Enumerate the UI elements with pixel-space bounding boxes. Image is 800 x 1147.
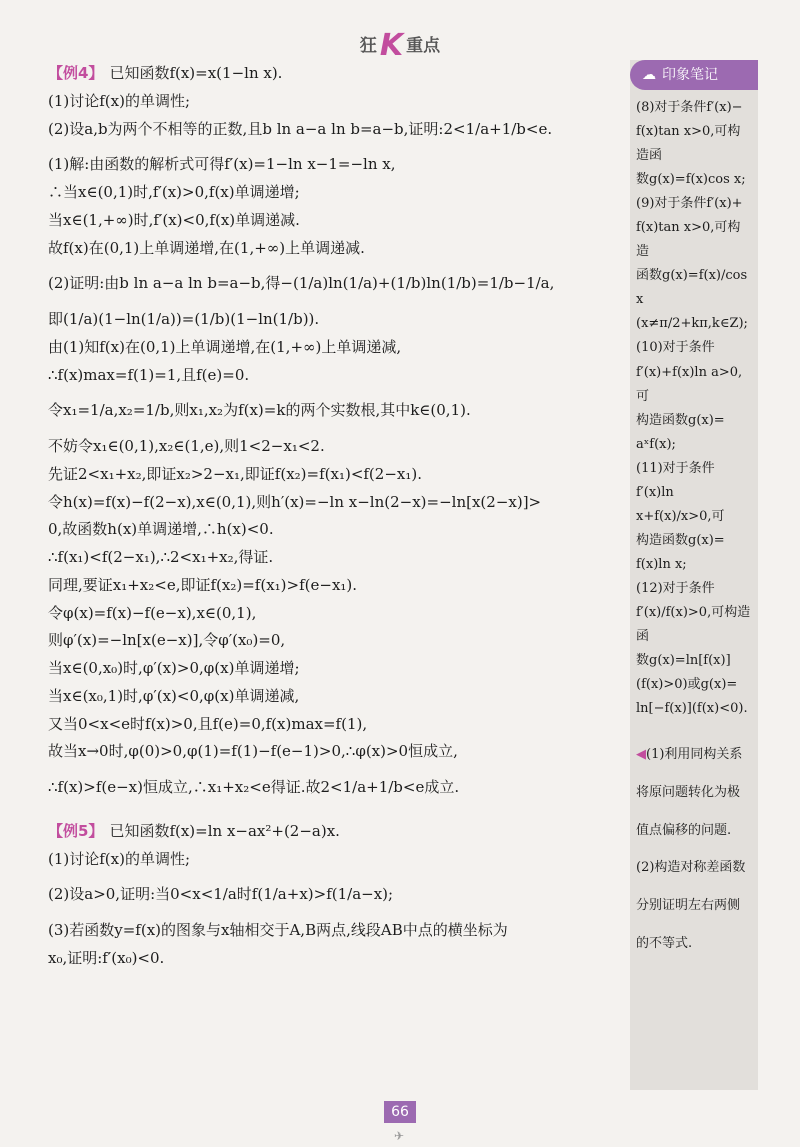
note-line: ln[−f(x)](f(x)<0). [636,701,748,717]
header-right: 重点 [406,36,441,56]
ex5-question-2: (2)设a>0,证明:当0<x<1/a时f(1/a+x)>f(1/a−x); [48,885,394,904]
page-number: 66 [384,1101,416,1123]
sidebar-tips [630,743,758,956]
ex4-solution-line: 故f(x)在(0,1)上单调递增,在(1,+∞)上单调递减. [48,238,365,257]
ex4-proof-line: 故当x→0时,φ(0)>0,φ(1)=f(1)−f(e−1)>0,∴φ(x)>0恒成立, [48,742,458,761]
note-line: 构造函数g(x)= [636,412,725,428]
page-header [0,28,800,63]
triangle-marker-icon: ◀ [636,747,646,763]
ex4-proof-line: 不妨令x₁∈(0,1),x₂∈(1,e),则1<2−x₁<2. [48,437,325,455]
note-line: (11)对于条件 [636,460,715,476]
ex4-proof-line: ∴f(x₁)<f(2−x₁),∴2<x₁+x₂,得证. [48,548,274,566]
example-4-tag: 【例4】 [48,64,104,82]
note-line: (f(x)>0)或g(x)= [636,677,738,693]
ex4-proof-line: 先证2<x₁+x₂,即证x₂>2−x₁,即证f(x₂)=f(x₁)<f(2−x₁). [48,464,422,483]
elephant-icon: ☁ [642,67,656,83]
note-line: (9)对于条件f′(x)+ [636,196,743,212]
ex4-proof-line: ∴f(x)>f(e−x)恒成立,∴x₁+x₂<e得证.故2<1/a+1/b<e成立. [48,778,460,796]
ex4-proof-line: 同理,要证x₁+x₂<e,即证f(x₂)=f(x₁)>f(e−x₁). [48,575,358,594]
ex4-proof-line: (2)证明:由b ln a−a ln b=a−b,得−(1/a)ln(1/a)+(1/b)ln(1/b)=1/b−1/a, [48,274,555,293]
paper-plane-icon: ✈ [394,1129,405,1143]
ex4-proof-line: 即(1/a)(1−ln(1/a))=(1/b)(1−ln(1/b)). [48,310,320,328]
ex4-solution-line: ∴当x∈(0,1)时,f′(x)>0,f(x)单调递增; [48,183,300,201]
note-line: (x≠π/2+kπ,k∈Z); [636,316,748,332]
sidebar-notes [630,90,758,721]
ex4-proof-line: 0,故函数h(x)单调递增,∴h(x)<0. [48,520,274,539]
note-line: f′(x)+f(x)ln a>0,可 [636,364,743,404]
sidebar-header [630,60,758,90]
note-line: (10)对于条件 [636,340,715,356]
header-left: 狂 [359,36,377,56]
ex4-proof-line: 则φ′(x)=−ln[x(e−x)],令φ′(x₀)=0, [48,631,286,650]
tip-line: 将原问题转化为极 [636,784,741,800]
ex4-question-2: (2)设a,b为两个不相等的正数,且b ln a−a ln b=a−b,证明:2<1/a+1/b<e. [48,119,553,138]
ex4-solution-line: 当x∈(1,+∞)时,f′(x)<0,f(x)单调递减. [48,210,300,229]
ex4-proof-line: ∴f(x)max=f(1)=1,且f(e)=0. [48,365,250,384]
note-line: f(x)tan x>0,可构造函 [636,124,741,164]
tip-line: 分别证明左右两侧 [636,897,741,913]
note-line: f′(x)/f(x)>0,可构造函 [636,604,751,645]
ex4-proof-line: 令φ(x)=f(x)−f(e−x),x∈(0,1), [48,603,257,622]
note-line: aˣf(x); [636,436,676,452]
ex4-solution-line: (1)解:由函数的解析式可得f′(x)=1−ln x−1=−ln x, [48,155,396,174]
example-4-heading [48,60,623,88]
ex4-proof-line: 当x∈(0,x₀)时,φ′(x)>0,φ(x)单调递增; [48,659,300,677]
note-line: 数g(x)=f(x)cos x; [636,172,746,188]
note-line: f′(x)ln x+f(x)/x>0,可 [636,484,725,524]
sidebar-title: 印象笔记 [662,67,718,83]
example-5-tag: 【例5】 [48,821,104,840]
note-line: 数g(x)=ln[f(x)] [636,653,731,669]
ex5-question-1: (1)讨论f(x)的单调性; [48,849,191,868]
note-sidebar [630,60,758,1090]
note-line: (12)对于条件 [636,580,715,596]
ex4-proof-line: 当x∈(x₀,1)时,φ′(x)<0,φ(x)单调递减, [48,686,300,705]
note-line: 构造函数g(x)= [636,532,725,548]
example-4-statement: 已知函数f(x)=x(1−ln x). [109,64,283,82]
ex4-proof-line: 又当0<x<e时f(x)>0,且f(e)=0,f(x)max=f(1), [48,714,368,733]
tip-line: 的不等式. [636,935,693,951]
note-line: f(x)ln x; [636,556,687,572]
ex5-question-3-cont: x₀,证明:f′(x₀)<0. [48,948,165,967]
example-5-heading [48,818,623,846]
ex4-question-1: (1)讨论f(x)的单调性; [48,91,191,110]
note-line: f(x)tan x>0,可构造 [636,220,741,260]
tip-line: (2)构造对称差函数 [636,860,746,876]
tip-line [636,743,752,768]
tip-text: (1)利用同构关系 [646,747,743,763]
main-content [48,60,623,973]
ex5-question-3: (3)若函数y=f(x)的图象与x轴相交于A,B两点,线段AB中点的横坐标为 [48,921,508,939]
tip-line: 值点偏移的问题. [636,822,732,838]
note-line: (8)对于条件f′(x)− [636,100,743,115]
note-line: 函数g(x)=f(x)/cos x [636,268,748,308]
ex4-proof-line: 令h(x)=f(x)−f(2−x),x∈(0,1),则h′(x)=−ln x−ln(2−x)=−ln[x(2−x)]> [48,492,542,511]
example-5-statement: 已知函数f(x)=ln x−ax²+(2−a)x. [109,821,340,840]
ex4-proof-line: 由(1)知f(x)在(0,1)上单调递增,在(1,+∞)上单调递减, [48,337,402,356]
ex4-proof-line: 令x₁=1/a,x₂=1/b,则x₁,x₂为f(x)=k的两个实数根,其中k∈(0,1). [48,401,471,420]
header-k-logo: K [379,28,404,63]
